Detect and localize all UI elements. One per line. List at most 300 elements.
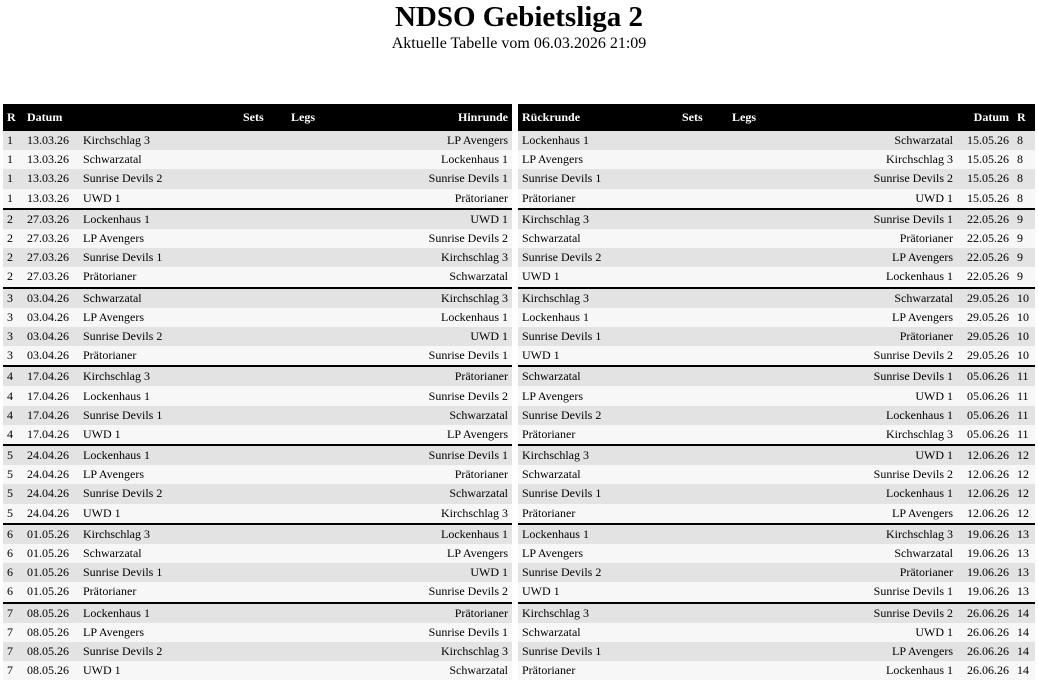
away-team: Schwarzatal [776,131,957,150]
away-team: Kirchschlag 3 [335,248,512,267]
away-team: Sunrise Devils 1 [335,623,512,642]
home-team: Lockenhaus 1 [79,386,239,405]
table-row[interactable] [3,366,512,386]
away-team: LP Avengers [335,544,512,563]
table-row[interactable] [3,386,512,405]
legs-result [287,406,335,425]
home-team: LP Avengers [518,544,678,563]
sets-result [239,406,287,425]
table-row[interactable] [518,366,1035,386]
round-number: 14 [1013,661,1035,680]
away-team: Prätorianer [335,603,512,623]
table-row[interactable] [3,425,512,445]
col-header-r[interactable]: R [3,104,23,131]
table-row[interactable] [3,582,512,602]
match-date: 17.04.26 [23,425,79,445]
table-row[interactable] [3,169,512,188]
sets-result [239,169,287,188]
table-row[interactable] [3,661,512,680]
legs-result [287,267,335,287]
home-team: Kirchschlag 3 [518,209,678,229]
round-number: 5 [3,504,23,524]
sets-result [239,504,287,524]
sets-result [678,603,728,623]
away-team: Schwarzatal [335,484,512,503]
table-row[interactable] [518,544,1035,563]
match-date: 27.03.26 [23,209,79,229]
legs-result [728,504,776,524]
legs-result [728,267,776,287]
match-date: 22.05.26 [957,229,1013,248]
away-team: UWD 1 [776,386,957,405]
home-team: Sunrise Devils 2 [79,484,239,503]
match-date: 26.06.26 [957,642,1013,661]
away-team: UWD 1 [335,327,512,346]
legs-result [287,524,335,544]
legs-result [728,209,776,229]
round-number: 10 [1013,327,1035,346]
away-team: Sunrise Devils 1 [776,366,957,386]
round-number: 6 [3,524,23,544]
home-team: Sunrise Devils 1 [518,169,678,188]
match-date: 29.05.26 [957,327,1013,346]
round-number: 9 [1013,209,1035,229]
table-row[interactable] [518,386,1035,405]
legs-result [287,563,335,582]
match-date: 17.04.26 [23,366,79,386]
table-row[interactable] [3,248,512,267]
match-date: 03.04.26 [23,327,79,346]
match-date: 12.06.26 [957,484,1013,503]
legs-result [287,209,335,229]
away-team: Schwarzatal [335,406,512,425]
legs-result [287,661,335,680]
away-team: Lockenhaus 1 [335,308,512,327]
home-team: UWD 1 [518,267,678,287]
table-row[interactable] [3,267,512,287]
home-team: Prätorianer [79,582,239,602]
round-number: 9 [1013,248,1035,267]
hinrunde-round-group [3,288,512,367]
table-row[interactable] [518,267,1035,287]
sets-result [678,623,728,642]
legs-result [287,248,335,267]
away-team: LP Avengers [335,425,512,445]
table-row[interactable] [518,327,1035,346]
away-team: Lockenhaus 1 [335,150,512,169]
table-row[interactable] [518,603,1035,623]
table-row[interactable] [3,484,512,503]
legs-result [287,623,335,642]
rueckrunde-round-group [518,366,1035,445]
col-header-hinrunde[interactable]: Hinrunde [335,104,512,131]
home-team: LP Avengers [79,623,239,642]
away-team: Schwarzatal [335,267,512,287]
table-row[interactable] [518,131,1035,150]
away-team: Kirchschlag 3 [776,524,957,544]
round-number: 4 [3,386,23,405]
match-date: 19.06.26 [957,582,1013,602]
table-row[interactable] [3,524,512,544]
table-row[interactable] [518,563,1035,582]
sets-result [678,169,728,188]
match-date: 15.05.26 [957,169,1013,188]
away-team: Sunrise Devils 2 [335,229,512,248]
table-row[interactable] [3,150,512,169]
match-date: 08.05.26 [23,642,79,661]
match-date: 01.05.26 [23,524,79,544]
away-team: Kirchschlag 3 [335,288,512,308]
table-row[interactable] [518,445,1035,465]
legs-result [728,642,776,661]
match-date: 15.05.26 [957,150,1013,169]
sets-result [678,327,728,346]
away-team: Sunrise Devils 1 [335,346,512,366]
hinrunde-round-group [3,445,512,524]
home-team: Sunrise Devils 1 [518,642,678,661]
table-row[interactable] [518,169,1035,188]
round-number: 12 [1013,504,1035,524]
rueckrunde-panel [518,104,1035,680]
table-row[interactable] [3,544,512,563]
match-date: 27.03.26 [23,248,79,267]
round-number: 10 [1013,288,1035,308]
round-number: 2 [3,248,23,267]
match-date: 05.06.26 [957,366,1013,386]
legs-result [728,563,776,582]
round-number: 9 [1013,229,1035,248]
hinrunde-round-group [3,603,512,680]
table-row[interactable] [3,229,512,248]
away-team: Lockenhaus 1 [335,524,512,544]
match-date: 12.06.26 [957,465,1013,484]
home-team: Sunrise Devils 2 [518,406,678,425]
round-number: 10 [1013,346,1035,366]
col-header-datum[interactable]: Datum [957,104,1013,131]
sets-result [239,425,287,445]
legs-result [287,484,335,503]
match-date: 12.06.26 [957,445,1013,465]
rueckrunde-header-row [518,104,1035,131]
round-number: 3 [3,288,23,308]
match-date: 03.04.26 [23,346,79,366]
home-team: Schwarzatal [518,229,678,248]
table-row[interactable] [518,248,1035,267]
table-row[interactable] [518,642,1035,661]
away-team: Sunrise Devils 1 [776,209,957,229]
away-team: UWD 1 [776,623,957,642]
legs-result [287,169,335,188]
sets-result [239,563,287,582]
legs-result [728,288,776,308]
home-team: UWD 1 [79,661,239,680]
sets-result [678,366,728,386]
round-number: 4 [3,425,23,445]
home-team: Prätorianer [518,425,678,445]
home-team: Lockenhaus 1 [518,524,678,544]
round-number: 7 [3,603,23,623]
round-number: 2 [3,267,23,287]
col-header-legs[interactable]: Legs [728,104,776,131]
away-team: Lockenhaus 1 [776,661,957,680]
table-row[interactable] [518,425,1035,445]
hinrunde-table [3,104,512,680]
col-header-rueckrunde[interactable]: Rückrunde [518,104,678,131]
home-team: Prätorianer [518,504,678,524]
sets-result [239,661,287,680]
legs-result [728,661,776,680]
round-number: 5 [3,445,23,465]
legs-result [728,582,776,602]
sets-result [239,327,287,346]
home-team: Schwarzatal [79,544,239,563]
match-date: 29.05.26 [957,288,1013,308]
away-team: Sunrise Devils 2 [776,465,957,484]
table-row[interactable] [518,229,1035,248]
sets-result [239,308,287,327]
round-number: 11 [1013,366,1035,386]
legs-result [728,150,776,169]
home-team: UWD 1 [79,425,239,445]
match-date: 03.04.26 [23,288,79,308]
legs-result [287,504,335,524]
table-row[interactable] [3,563,512,582]
rueckrunde-round-group [518,209,1035,288]
round-number: 3 [3,327,23,346]
table-row[interactable] [518,189,1035,209]
sets-result [678,209,728,229]
home-team: Lockenhaus 1 [79,603,239,623]
table-row[interactable] [3,288,512,308]
away-team: Kirchschlag 3 [335,642,512,661]
table-row[interactable] [518,465,1035,484]
home-team: Sunrise Devils 2 [79,327,239,346]
round-number: 1 [3,131,23,150]
match-date: 01.05.26 [23,544,79,563]
legs-result [287,150,335,169]
sets-result [678,229,728,248]
table-row[interactable] [518,623,1035,642]
sets-result [678,267,728,287]
home-team: Prätorianer [518,661,678,680]
hinrunde-round-group [3,209,512,288]
home-team: Lockenhaus 1 [79,209,239,229]
legs-result [287,131,335,150]
round-number: 12 [1013,445,1035,465]
table-row[interactable] [518,504,1035,524]
round-number: 8 [1013,189,1035,209]
sets-result [678,484,728,503]
away-team: Sunrise Devils 2 [776,603,957,623]
match-date: 22.05.26 [957,248,1013,267]
round-number: 10 [1013,308,1035,327]
round-number: 13 [1013,582,1035,602]
round-number: 14 [1013,603,1035,623]
home-team: Sunrise Devils 2 [518,563,678,582]
sets-result [239,267,287,287]
match-date: 13.03.26 [23,131,79,150]
legs-result [728,169,776,188]
match-date: 17.04.26 [23,406,79,425]
table-row[interactable] [518,406,1035,425]
table-row[interactable] [518,661,1035,680]
sets-result [239,524,287,544]
round-number: 5 [3,465,23,484]
home-team: LP Avengers [79,465,239,484]
legs-result [728,425,776,445]
away-team: Sunrise Devils 2 [335,386,512,405]
match-date: 13.03.26 [23,189,79,209]
sets-result [678,308,728,327]
table-row[interactable] [3,346,512,366]
legs-result [287,386,335,405]
sets-result [678,661,728,680]
home-team: Prätorianer [79,346,239,366]
home-team: LP Avengers [79,308,239,327]
sets-result [678,465,728,484]
sets-result [239,642,287,661]
sets-result [239,544,287,563]
table-row[interactable] [518,524,1035,544]
legs-result [728,248,776,267]
table-row[interactable] [518,582,1035,602]
away-team: LP Avengers [776,642,957,661]
home-team: Sunrise Devils 1 [79,406,239,425]
home-team: Sunrise Devils 2 [79,169,239,188]
rueckrunde-round-group [518,131,1035,209]
sets-result [678,563,728,582]
match-date: 13.03.26 [23,169,79,188]
sets-result [239,229,287,248]
col-header-datum[interactable]: Datum [23,104,79,131]
sets-result [239,189,287,209]
table-row[interactable] [518,209,1035,229]
round-number: 6 [3,544,23,563]
round-number: 8 [1013,131,1035,150]
round-number: 1 [3,169,23,188]
home-team: Sunrise Devils 1 [518,327,678,346]
page-subtitle: Aktuelle Tabelle vom 06.03.2026 21:09 [0,34,1038,54]
sets-result [239,484,287,503]
table-row[interactable] [3,327,512,346]
table-row[interactable] [3,642,512,661]
sets-result [239,248,287,267]
hinrunde-header-row [3,104,512,131]
home-team: Sunrise Devils 1 [79,563,239,582]
home-team: LP Avengers [518,386,678,405]
round-number: 7 [3,642,23,661]
home-team: Schwarzatal [518,366,678,386]
table-row[interactable] [3,406,512,425]
table-row[interactable] [518,484,1035,503]
sets-result [678,288,728,308]
home-team: Sunrise Devils 1 [518,484,678,503]
away-team: Lockenhaus 1 [776,484,957,503]
sets-result [239,445,287,465]
legs-result [728,544,776,563]
sets-result [239,366,287,386]
sets-result [678,189,728,209]
table-row[interactable] [3,189,512,209]
hinrunde-panel [3,104,512,680]
home-team: UWD 1 [79,189,239,209]
col-header-legs[interactable]: Legs [287,104,335,131]
round-number: 2 [3,229,23,248]
match-date: 22.05.26 [957,267,1013,287]
table-row[interactable] [3,131,512,150]
legs-result [287,346,335,366]
home-team: LP Avengers [79,229,239,248]
away-team: UWD 1 [335,209,512,229]
sets-result [239,288,287,308]
rueckrunde-round-group [518,288,1035,367]
match-date: 01.05.26 [23,582,79,602]
away-team: Prätorianer [776,229,957,248]
table-row[interactable] [3,603,512,623]
match-date: 24.04.26 [23,484,79,503]
match-date: 01.05.26 [23,563,79,582]
table-row[interactable] [3,445,512,465]
round-number: 8 [1013,169,1035,188]
col-header-sets[interactable]: Sets [239,104,287,131]
away-team: Sunrise Devils 1 [335,169,512,188]
table-row[interactable] [518,308,1035,327]
legs-result [287,603,335,623]
away-team: Prätorianer [335,189,512,209]
legs-result [728,366,776,386]
hinrunde-round-group [3,131,512,209]
round-number: 1 [3,189,23,209]
home-team: Lockenhaus 1 [518,131,678,150]
round-number: 2 [3,209,23,229]
table-row[interactable] [3,623,512,642]
legs-result [287,582,335,602]
legs-result [728,189,776,209]
sets-result [678,504,728,524]
table-row[interactable] [518,150,1035,169]
home-team: Schwarzatal [79,150,239,169]
table-row[interactable] [3,504,512,524]
table-row[interactable] [518,346,1035,366]
round-number: 11 [1013,386,1035,405]
match-date: 08.05.26 [23,623,79,642]
home-team: UWD 1 [79,504,239,524]
match-date: 24.04.26 [23,504,79,524]
legs-result [287,465,335,484]
table-row[interactable] [3,209,512,229]
away-team: Schwarzatal [776,288,957,308]
match-date: 24.04.26 [23,465,79,484]
hinrunde-round-group [3,524,512,603]
table-row[interactable] [3,308,512,327]
table-row[interactable] [3,465,512,484]
round-number: 7 [3,661,23,680]
home-team: Kirchschlag 3 [79,131,239,150]
legs-result [287,288,335,308]
round-number: 4 [3,366,23,386]
col-header-sets[interactable]: Sets [678,104,728,131]
home-team: Kirchschlag 3 [79,366,239,386]
away-team: Lockenhaus 1 [776,406,957,425]
col-header-r[interactable]: R [1013,104,1035,131]
away-team: Prätorianer [335,465,512,484]
round-number: 11 [1013,425,1035,445]
sets-result [678,150,728,169]
home-team: Schwarzatal [79,288,239,308]
away-team: Sunrise Devils 2 [335,582,512,602]
table-row[interactable] [518,288,1035,308]
round-number: 14 [1013,642,1035,661]
